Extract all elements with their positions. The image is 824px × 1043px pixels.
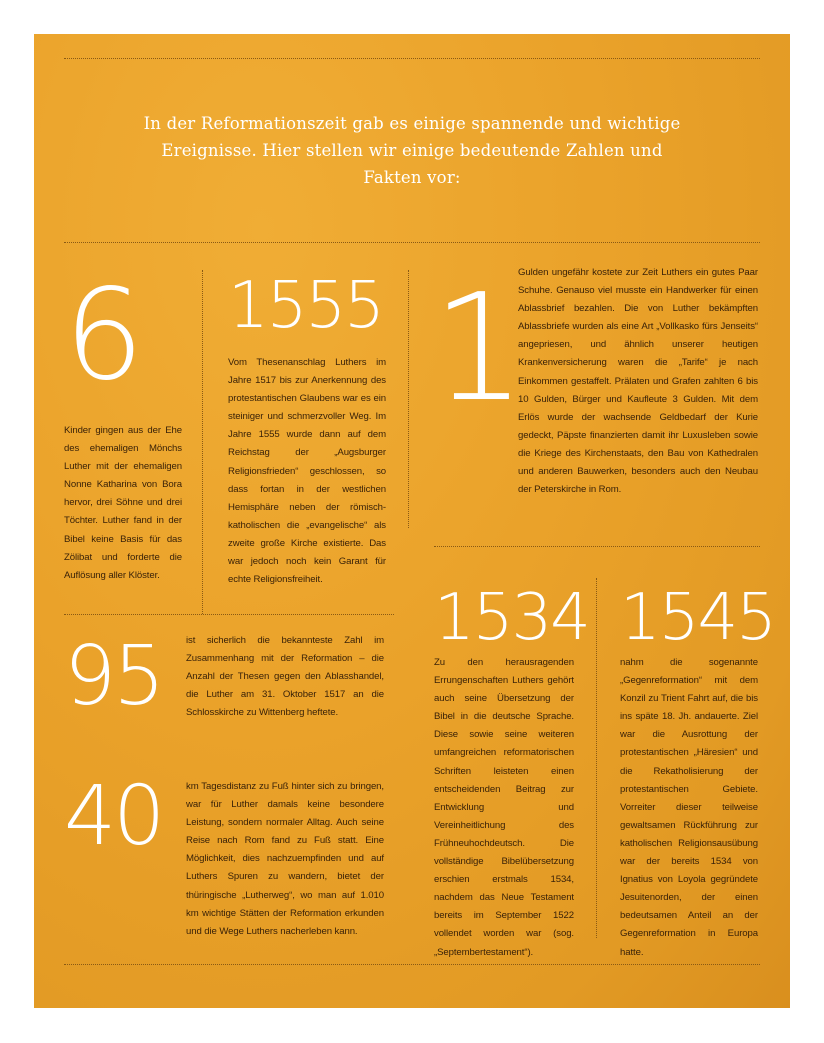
fact-95-text: ist sicherlich die bekannteste Zahl im Zusammenhang mit der Reformation – die Anzahl der Thesen gegen den Ablasshandel, die Luther am 31. Oktober 1517 an die Schlosskirche zu Wittenberg heftete. xyxy=(186,635,384,719)
divider-col3 xyxy=(596,578,597,938)
poster-panel xyxy=(34,34,790,1008)
fact-1534-text: Zu den herausragenden Errungenschaften Luthers gehört auch seine Übersetzung der Bibel in die deutsche Sprache. Diese sowie seine weiteren umfangreichen reformatorischen Schriften leisteten einen entscheidenden Beitrag zur Entwicklung und Vereinheitlichung des Frühneuhochdeutsch. Die vollständige Bibelübersetzung erschien erstmals 1534, nachdem das Neue Testament bereits im September 1522 vollendet worden war (sog. „Septembertestament“). xyxy=(434,657,574,958)
fact-40-number: 40 xyxy=(64,769,163,864)
fact-6-number: 6 xyxy=(64,261,145,408)
divider-left-mid xyxy=(64,614,394,615)
divider-top xyxy=(64,58,760,59)
divider-col1 xyxy=(202,270,203,614)
fact-95-number: 95 xyxy=(64,629,163,724)
fact-1-number: 1 xyxy=(432,262,527,434)
fact-1545-text: nahm die sogenannte „Gegenreformation“ mit dem Konzil zu Trient Fahrt auf, die bis ins späte 18. Jh. andauerte. Ziel war die Ausrottung der protestantischen „Häresien“ und die Rekatholisierung der protestantischen Gebiete. Vorreiter dieser teilweise gewaltsamen Rückführung zur katholischen Religionsausübung war der bereits 1534 von Ignatius von Loyola gegründete Jesuitenorden, der einen bedeutsamen Anteil an der Gegenreformation in Europa hatte. xyxy=(620,657,758,958)
divider-bottom xyxy=(64,964,760,965)
fact-1545-number: 1545 xyxy=(620,581,775,655)
fact-40-text: km Tagesdistanz zu Fuß hinter sich zu bringen, war für Luther damals keine besondere Leistung, sondern normaler Alltag. Auch seine Reise nach Rom fand zu Fuß statt. Eine Möglichkeit, dies nachzuempfinden und auf Luthers Spuren zu wandern, bietet der thüringische „Lutherweg“, wo man auf 1.010 km wichtige Stätten der Reformation erkunden und die Wege Luthers nacherleben kann. xyxy=(186,781,384,937)
intro-text: In der Reformationszeit gab es einige spannende und wichtige Ereignisse. Hier stellen wir einige bedeutende Zahlen und Fakten vor: xyxy=(143,114,681,187)
fact-6-text: Kinder gingen aus der Ehe des ehemaligen Mönchs Luther mit der ehemaligen Nonne Katharina von Bora hervor, drei Söhne und drei Töchter. Luther fand in der Bibel keine Basis für das Zölibat und forderte die Auflösung aller Klöster. xyxy=(64,425,182,581)
fact-1534-number: 1534 xyxy=(434,581,589,655)
fact-1-text: Gulden ungefähr kostete zur Zeit Luthers ein gutes Paar Schuhe. Genauso viel musste ein Handwerker für einen Ablassbrief bezahlen. Die von Luther bekämpften Ablassbriefe wurden als eine Art „Vollkasko fürs Jenseits“ angepriesen, und ähnlich unserer heutigen Krankenversicherung waren die „Tarife“ je nach Einkommen gestaffelt. Prälaten und Grafen zahlten 6 bis 10 Gulden, Bürger und Kaufleute 3 Gulden. Mit dem Erlös wurde der wachsende Geldbedarf der Kurie gedeckt, Päpste finanzierten damit ihr Luxusleben sowie die Kriege des Kirchenstaats, den Bau von Kathedralen und anderen Bauwerken, besonders auch den Neubau der Peterskirche in Rom. xyxy=(518,267,758,496)
divider-right-mid xyxy=(434,546,760,547)
divider-col2 xyxy=(408,270,409,528)
divider-intro xyxy=(64,242,760,243)
fact-1555-text: Vom Thesenanschlag Luthers im Jahre 1517 bis zur Anerkennung des protestantischen Glaubens war es ein steiniger und schmerzvoller Weg. Im Jahre 1555 wurde dann auf dem Reichstag der „Augsburger Religionsfrieden“ geschlossen, so dass fortan in der westlichen Hemisphäre neben der römisch-katholischen die „evangelische“ als zweite große Kirche existierte. Das war jedoch noch kein Garant für echte Religionsfreiheit. xyxy=(228,357,386,586)
fact-1555-number: 1555 xyxy=(228,269,383,343)
